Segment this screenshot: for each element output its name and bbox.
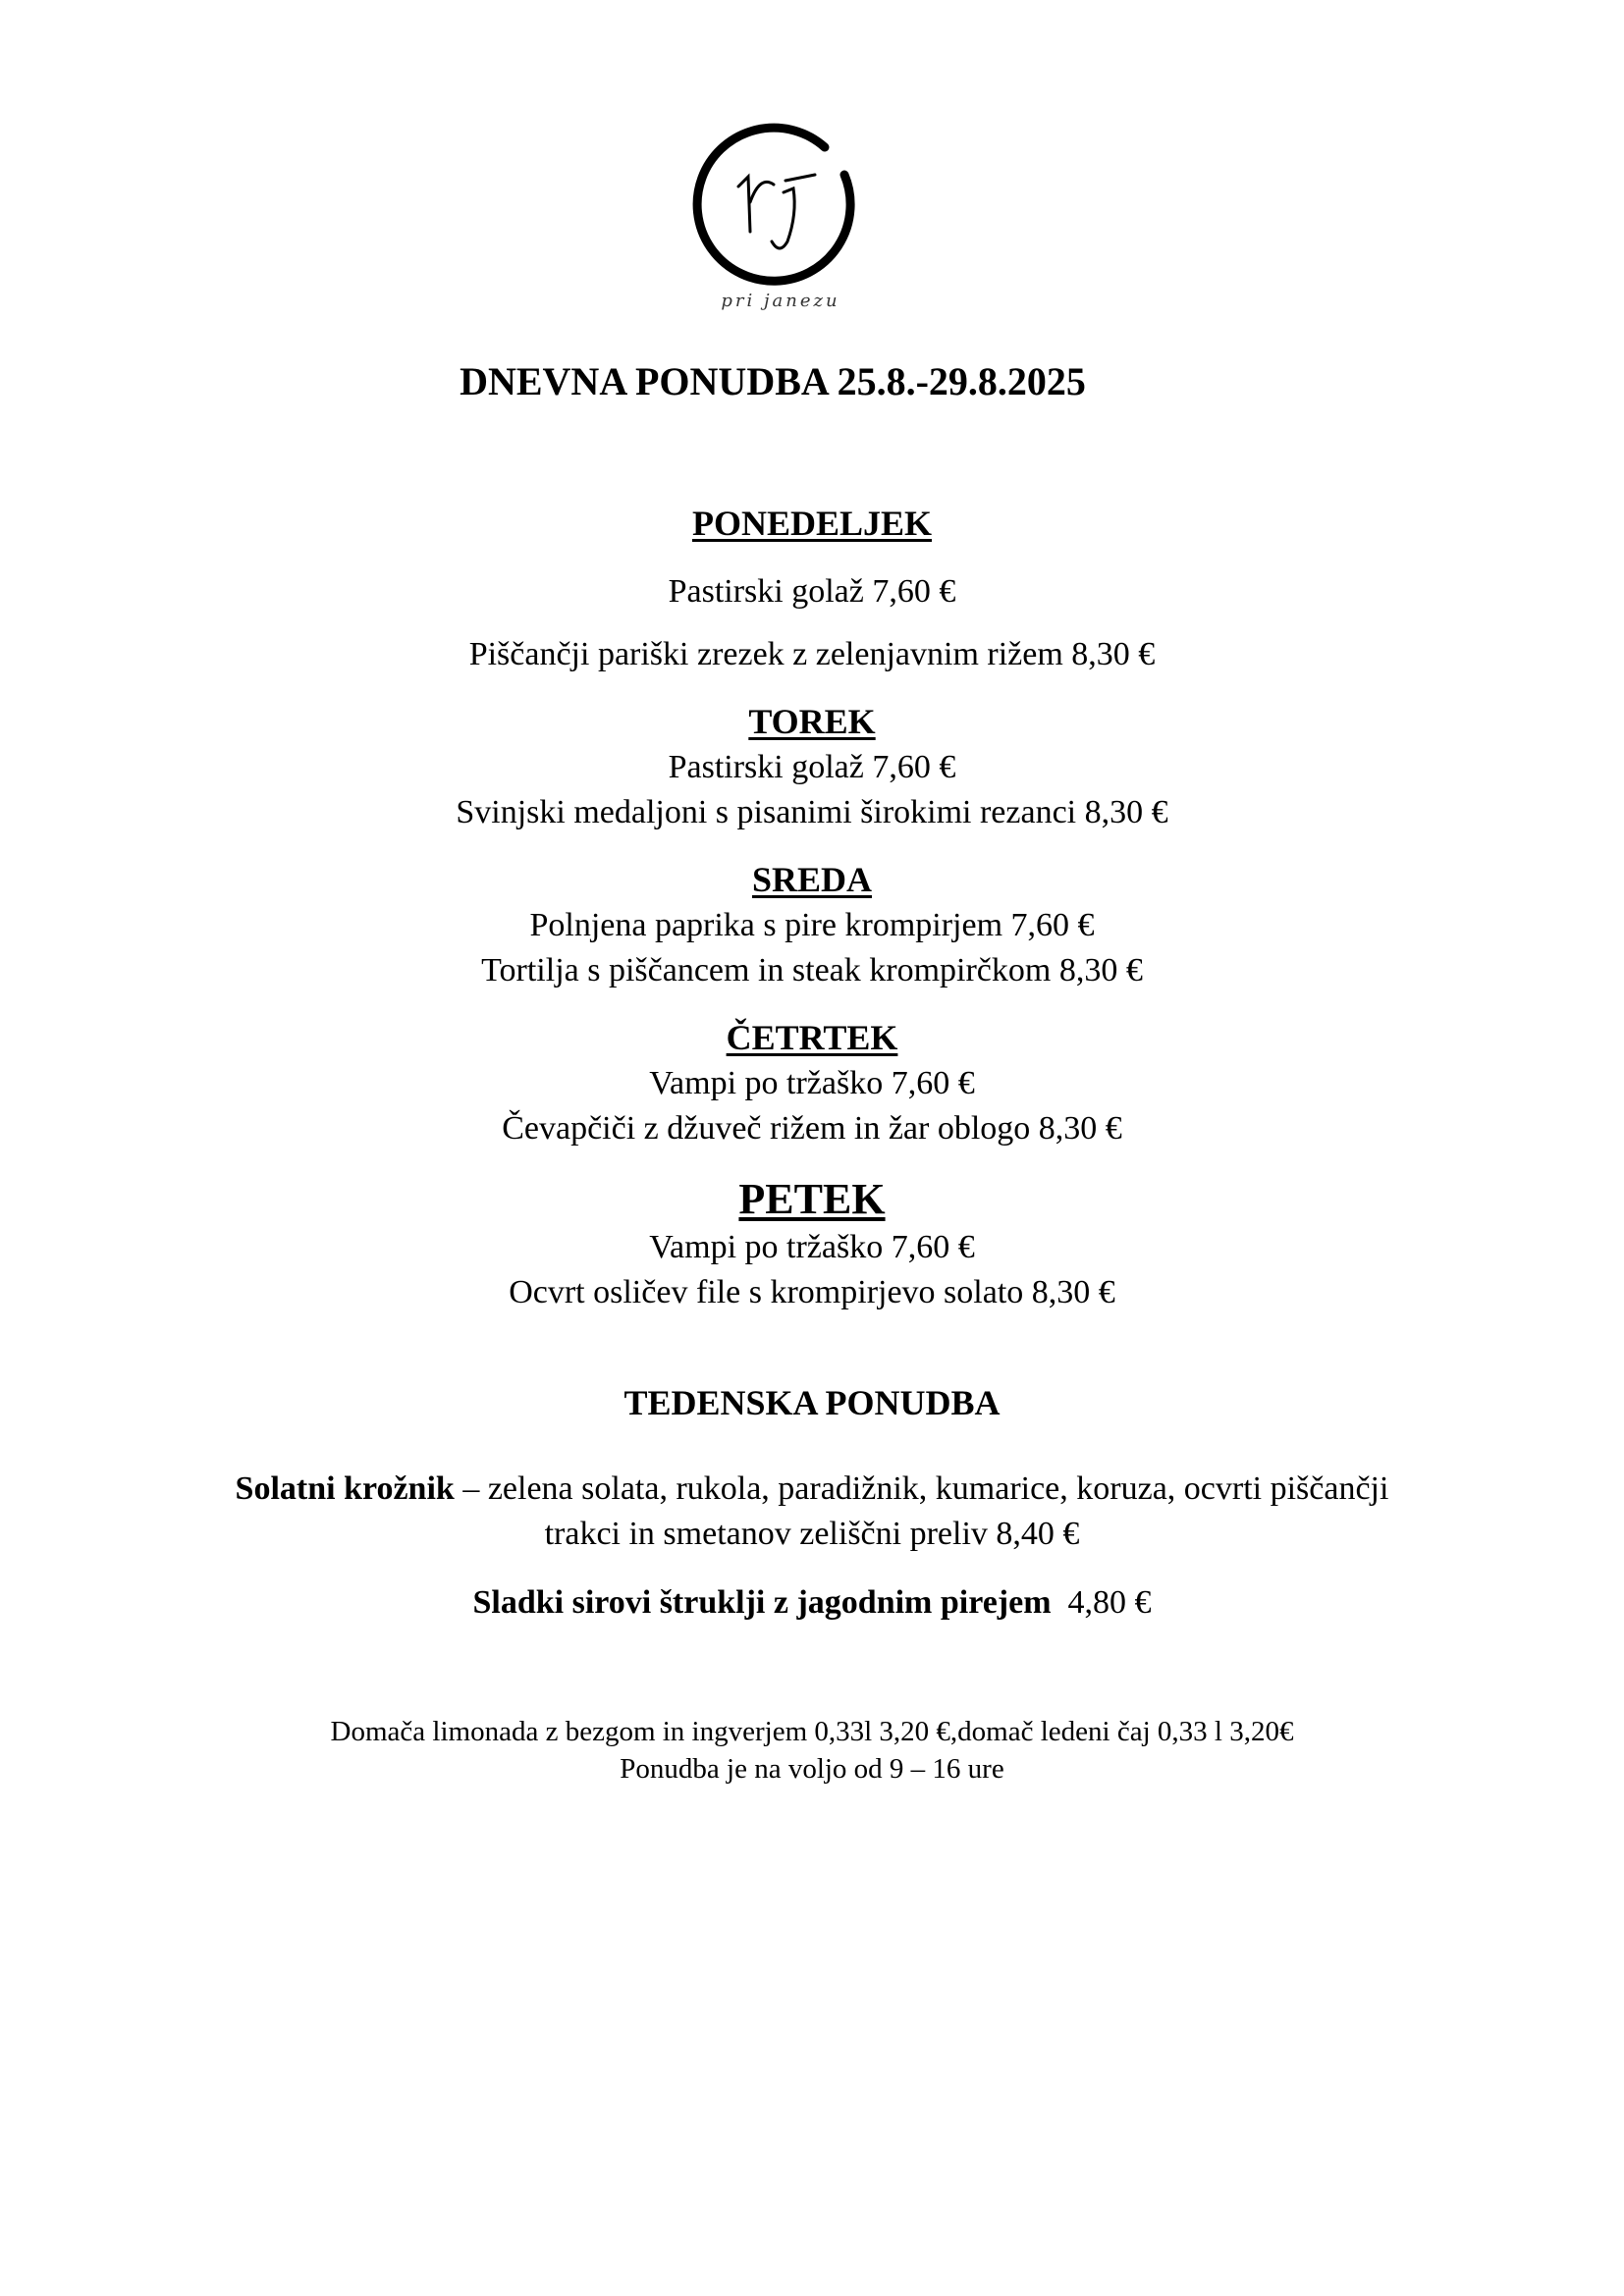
logo-circle-icon	[677, 116, 884, 293]
dish-monday-2: Piščančji pariški zrezek z zelenjavnim rižem 8,30 €	[468, 636, 1156, 672]
weekly-dessert-line	[0, 1584, 1624, 1622]
dish-thursday-2: Čevapčiči z džuveč rižem in žar oblogo 8,30 €	[502, 1110, 1122, 1147]
salad-description-2: trakci in smetanov zeliščni preliv 8,40 €	[544, 1516, 1080, 1552]
day-heading-wednesday: SREDA	[751, 860, 873, 899]
dish-friday-2: Ocvrt osličev file s krompirjevo solato 8,30 €	[509, 1274, 1115, 1310]
day-heading-tuesday: TOREK	[748, 702, 876, 741]
logo-caption: pri janezu	[721, 291, 840, 311]
day-heading-friday: PETEK	[738, 1175, 886, 1223]
dessert-price: 4,80 €	[1051, 1584, 1152, 1621]
page-title: DNEVNA PONUDBA 25.8.-29.8.2025	[460, 359, 1086, 403]
offer-hours: Ponudba je na voljo od 9 – 16 ure	[620, 1753, 1004, 1785]
dish-tuesday-1: Pastirski golaž 7,60 €	[668, 749, 956, 785]
dish-tuesday-2: Svinjski medaljoni s pisanimi širokimi rezanci 8,30 €	[456, 794, 1168, 830]
dish-wednesday-1: Polnjena paprika s pire krompirjem 7,60 €	[529, 907, 1095, 943]
dish-monday-1: Pastirski golaž 7,60 €	[668, 573, 956, 610]
drinks-offer: Domača limonada z bezgom in ingverjem 0,33l 3,20 €,domač ledeni čaj 0,33 l 3,20€	[330, 1716, 1294, 1747]
dish-friday-1: Vampi po tržaško 7,60 €	[649, 1229, 975, 1265]
restaurant-logo	[677, 116, 884, 332]
salad-description-1: – zelena solata, rukola, paradižnik, kumarice, koruza, ocvrti piščančji	[454, 1470, 1389, 1507]
dessert-name: Sladki sirovi štruklji z jagodnim pirejem	[472, 1584, 1052, 1621]
day-heading-monday: PONEDELJEK	[691, 504, 933, 543]
weekly-offer-heading: TEDENSKA PONUDBA	[623, 1383, 1001, 1422]
weekly-salad-line	[0, 1470, 1624, 1508]
dish-wednesday-2: Tortilja s piščancem in steak krompirčkom 8,30 €	[481, 952, 1143, 988]
dish-thursday-1: Vampi po tržaško 7,60 €	[649, 1065, 975, 1101]
day-heading-thursday: ČETRTEK	[726, 1018, 898, 1057]
salad-name: Solatni krožnik	[235, 1470, 455, 1507]
